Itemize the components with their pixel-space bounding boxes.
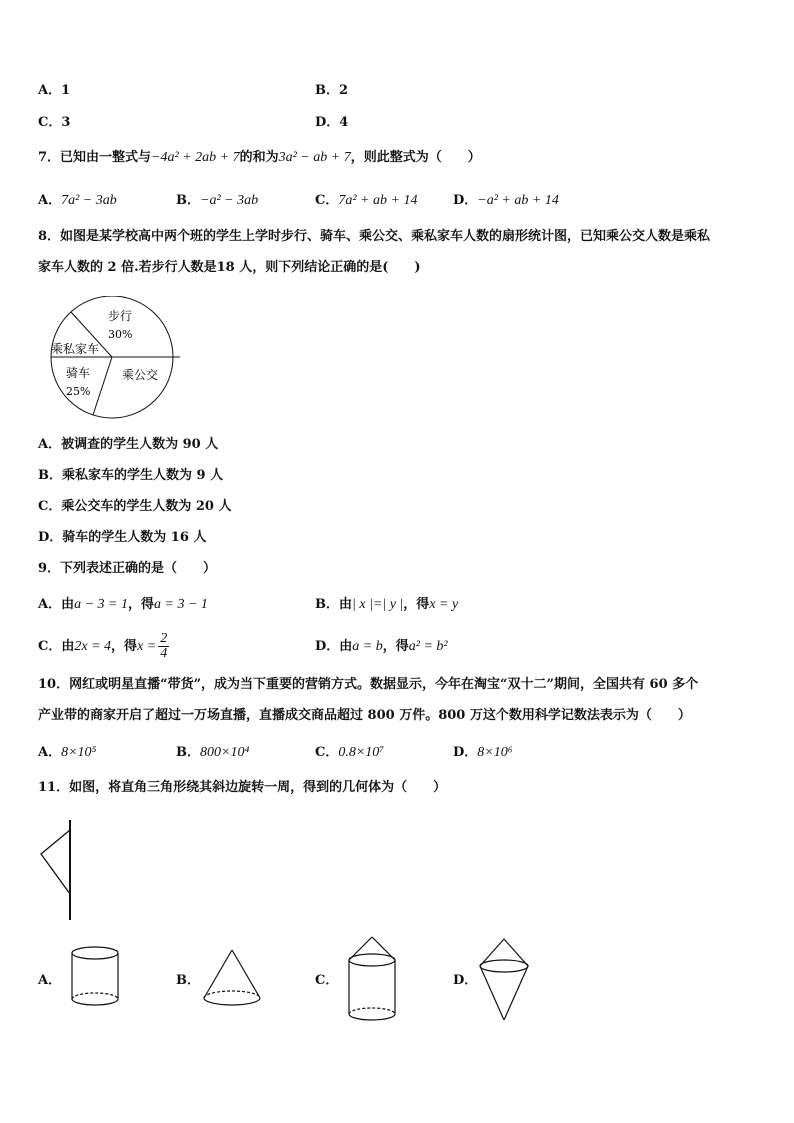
pie-label-bike: 骑车 [66,366,91,380]
q8-option-a [38,436,218,454]
q7-post: ，则此整式为（ ） [350,150,481,165]
cone-side [480,939,504,966]
double-cone-figure [476,936,532,1024]
option-letter: A． [38,83,62,98]
option-text: −a² − 3ab [200,193,259,208]
option-text: 8×10⁵ [61,745,97,760]
fraction-denominator: 4 [160,646,168,661]
pie-label-bike-pct: 25% [66,385,91,398]
option-letter: C． [38,639,62,654]
option-letter: C． [38,499,62,514]
option-letter: C． [315,193,339,208]
q9-option-a [38,596,208,614]
option-text: 1 [61,83,71,98]
option-text: 乘公交车的学生人数为 20 人 [61,499,232,514]
pie-label-bus: 乘公交 [122,368,159,382]
option-text: 800×10⁴ [200,745,250,760]
cylinder-bottom-back [72,993,118,999]
q7-mid: 的和为 [239,150,279,165]
option-expr2: x = y [429,597,459,612]
q7-expr2: 3a² − ab + 7 [278,150,351,165]
option-letter: A． [38,437,62,452]
triangle-legs [41,830,70,894]
q7-pre: 7．已知由一整式与 [38,150,152,165]
option-expr1: a − 3 = 1 [74,597,129,612]
option-mid: ，得 [403,597,430,612]
cylinder-top [349,954,395,966]
right-triangle-figure [38,818,88,922]
q7-expr1: −4a² + 2ab + 7 [151,150,240,165]
q8-pie-chart [44,296,184,420]
option-letter: D． [453,745,478,760]
q8-stem-line2: 家车人数的 2 倍.若步行人数是18 人，则下列结论正确的是( ) [38,260,421,275]
option-letter: B． [176,193,200,208]
q8-option-c [38,498,232,516]
option-text: 被调查的学生人数为 90 人 [61,437,219,452]
option-text: 骑车的学生人数为 16 人 [62,530,207,545]
option-pre: 由 [339,597,353,612]
cone-side [232,950,260,998]
option-pre: 由 [61,639,75,654]
q7-option-d [453,192,559,210]
option-letter: B． [38,468,62,483]
q6-option-b [315,82,348,100]
q6-option-a [38,82,70,100]
option-expr2: a = 3 − 1 [154,597,208,612]
option-expr1: | x |=| y | [352,597,404,612]
fraction-numerator: 2 [160,631,168,646]
option-pre: 由 [61,597,75,612]
option-letter: A． [38,193,62,208]
q9-option-b [315,596,458,614]
option-expr2: a² = b² [408,639,448,654]
option-expr1: a = b [352,639,383,654]
option-letter: A． [38,597,62,612]
option-text: 7a² − 3ab [61,193,117,208]
cone-side [504,966,528,1020]
q11-option-b-label: B． [176,973,200,988]
q8-option-b [38,467,223,485]
cone-side [504,939,528,966]
option-letter: B． [176,745,200,760]
option-expr1: 2x = 4 [74,639,112,654]
option-pre: 由 [339,639,353,654]
option-text: 3 [61,115,71,130]
pie-label-car: 乘私家车 [51,342,100,356]
pie-label-walk-pct: 30% [108,328,133,341]
option-letter: C． [315,745,339,760]
pie-divider [93,357,112,415]
option-text: 8×10⁶ [477,745,513,760]
option-text: 4 [339,115,349,130]
q7-option-a [38,192,117,210]
q7-option-b [176,192,258,210]
option-letter: D． [453,193,478,208]
cylinder-bottom-front [349,1014,395,1020]
cone-side [480,966,504,1020]
option-expr2: x = [137,639,157,654]
option-mid: ，得 [128,597,155,612]
option-text: −a² + ab + 14 [477,193,559,208]
q10-option-c [315,744,384,762]
pie-label-walk: 步行 [108,309,133,323]
option-letter: B． [315,597,339,612]
q7-stem [38,149,481,167]
cylinder-top [72,947,118,959]
option-text: 0.8×10⁷ [338,745,385,760]
cone-base-back [204,991,260,998]
option-text: 7a² + ab + 14 [338,193,418,208]
q9-stem: 9．下列表述正确的是（ ） [38,561,217,576]
q11-option-c-label: C． [315,973,339,988]
q6-option-c [38,114,70,132]
q10-option-b [176,744,249,762]
shared-base [480,960,528,972]
option-mid: ，得 [111,639,138,654]
q7-option-c [315,192,417,210]
option-mid: ，得 [382,639,409,654]
q6-option-d [315,114,348,132]
cylinder-figure [68,944,122,1010]
q8-stem-line1: 8．如图是某学校高中两个班的学生上学时步行、骑车、乘公交、乘私家车人数的扇形统计图，已知乘公交人数是乘私 [38,229,711,244]
q9-option-d [315,638,448,656]
q11-option-d-label: D． [453,973,478,988]
option-letter: D． [315,639,340,654]
option-letter: A． [38,745,62,760]
cone-figure [200,946,264,1012]
option-text: 2 [339,83,349,98]
cylinder-bottom-front [72,999,118,1005]
option-letter: D． [38,530,63,545]
q10-option-d [453,744,513,762]
fraction [158,632,169,661]
option-letter: C． [38,115,62,130]
cone-base-front [204,998,260,1005]
option-text: 乘私家车的学生人数为 9 人 [62,468,224,483]
q11-option-a-label: A． [38,973,62,988]
q10-stem-line2: 产业带的商家开启了超过一万场直播，直播成交商品超过 800 万件。800 万这个数用科学记数法表示为（ ） [38,708,691,723]
q10-option-a [38,744,96,762]
q8-option-d [38,529,206,547]
q9-option-c [38,632,171,662]
option-letter: B． [315,83,339,98]
cone-cylinder-figure [345,934,399,1024]
q11-stem: 11．如图，将直角三角形绕其斜边旋转一周，得到的几何体为（ ） [38,780,447,795]
cylinder-bottom-back [349,1008,395,1014]
option-letter: D． [315,115,340,130]
q10-stem-line1: 10．网红或明星直播“带货”，成为当下重要的营销方式。数据显示，今年在淘宝“双十二”期间，全国共有 60 多个 [38,677,699,692]
